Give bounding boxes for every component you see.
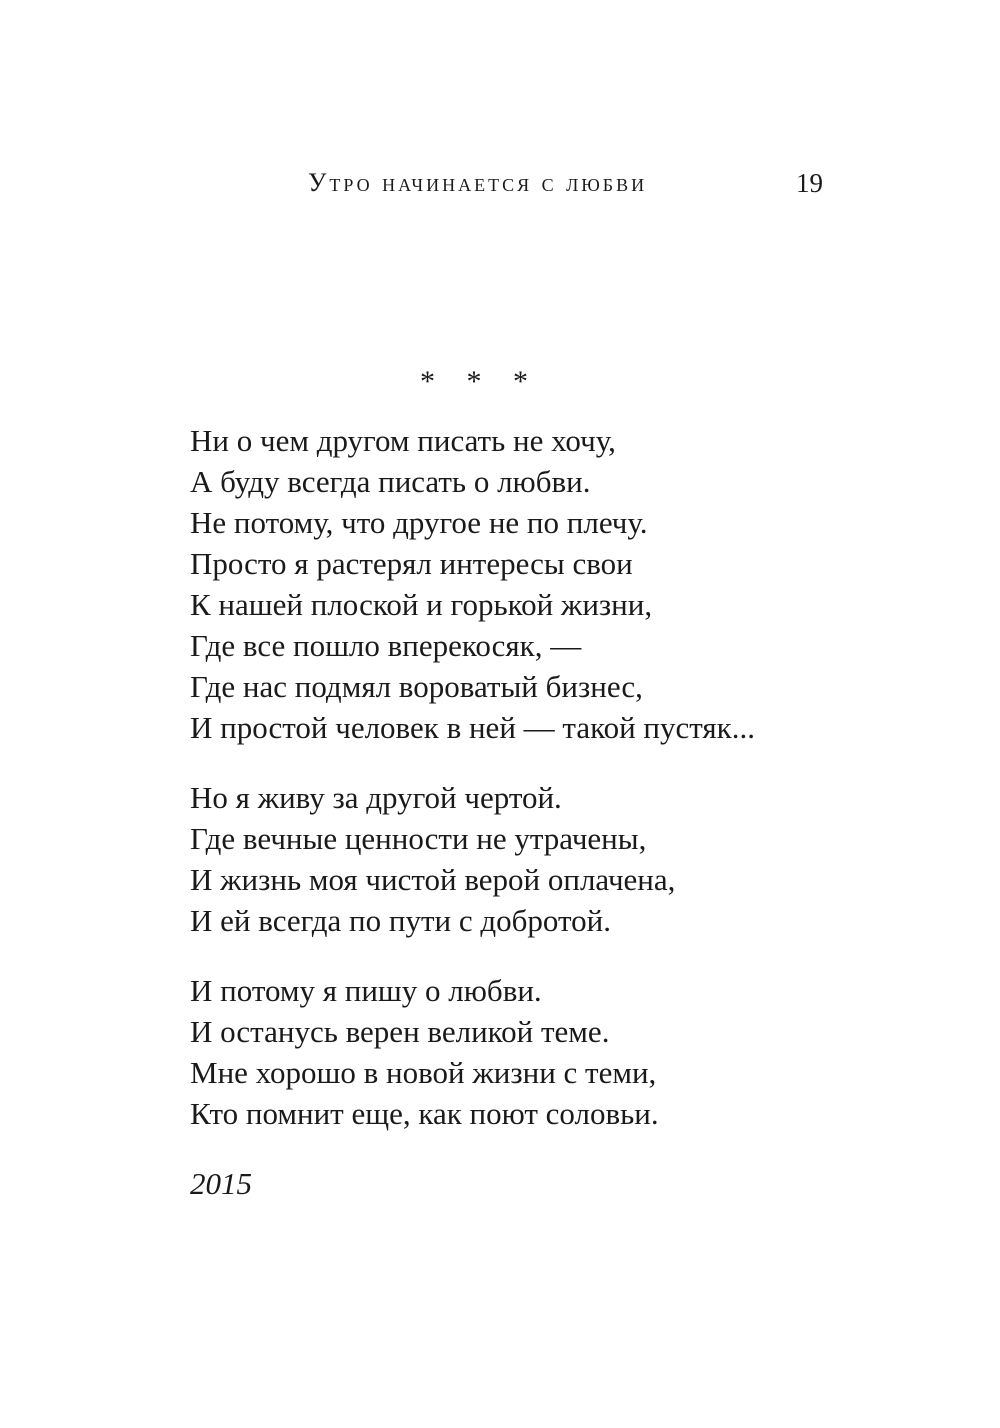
poem-line: И ей всегда по пути с добротой. bbox=[190, 903, 611, 938]
poem-line: Не потому, что другое не по плечу. bbox=[190, 505, 648, 540]
poem-line: Где нас подмял вороватый бизнес, bbox=[190, 669, 643, 704]
poem-line: И простой человек в ней — такой пустяк... bbox=[190, 710, 755, 745]
stanza-2 bbox=[190, 777, 890, 941]
poem-line: Мне хорошо в новой жизни с теми, bbox=[190, 1055, 657, 1090]
poem-line: И жизнь моя чистой верой оплачена, bbox=[190, 862, 676, 897]
poem-body bbox=[190, 420, 890, 1204]
poem-line: Где вечные ценности не утрачены, bbox=[190, 821, 647, 856]
poem-line: Ни о чем другом писать не хочу, bbox=[190, 423, 616, 458]
poem-line: А буду всегда писать о любви. bbox=[190, 464, 591, 499]
poem-line: И потому я пишу о любви. bbox=[190, 973, 542, 1008]
running-head bbox=[308, 168, 823, 204]
stanza-1 bbox=[190, 420, 890, 748]
poem-separator: * * * bbox=[420, 365, 540, 398]
page-number: 19 bbox=[796, 168, 823, 198]
poem-line: И останусь верен великой теме. bbox=[190, 1014, 610, 1049]
poem-line: Где все пошло вперекосяк, — bbox=[190, 628, 582, 663]
poem-date: 2015 bbox=[190, 1166, 252, 1201]
poem-line: Но я живу за другой чертой. bbox=[190, 780, 562, 815]
poem-line: Кто помнит еще, как поют соловьи. bbox=[190, 1096, 659, 1131]
poem-line: Просто я растерял интересы свои bbox=[190, 546, 633, 581]
running-title: Утро начинается с любви bbox=[308, 168, 648, 197]
stanza-3 bbox=[190, 970, 890, 1134]
poem-line: К нашей плоской и горькой жизни, bbox=[190, 587, 653, 622]
